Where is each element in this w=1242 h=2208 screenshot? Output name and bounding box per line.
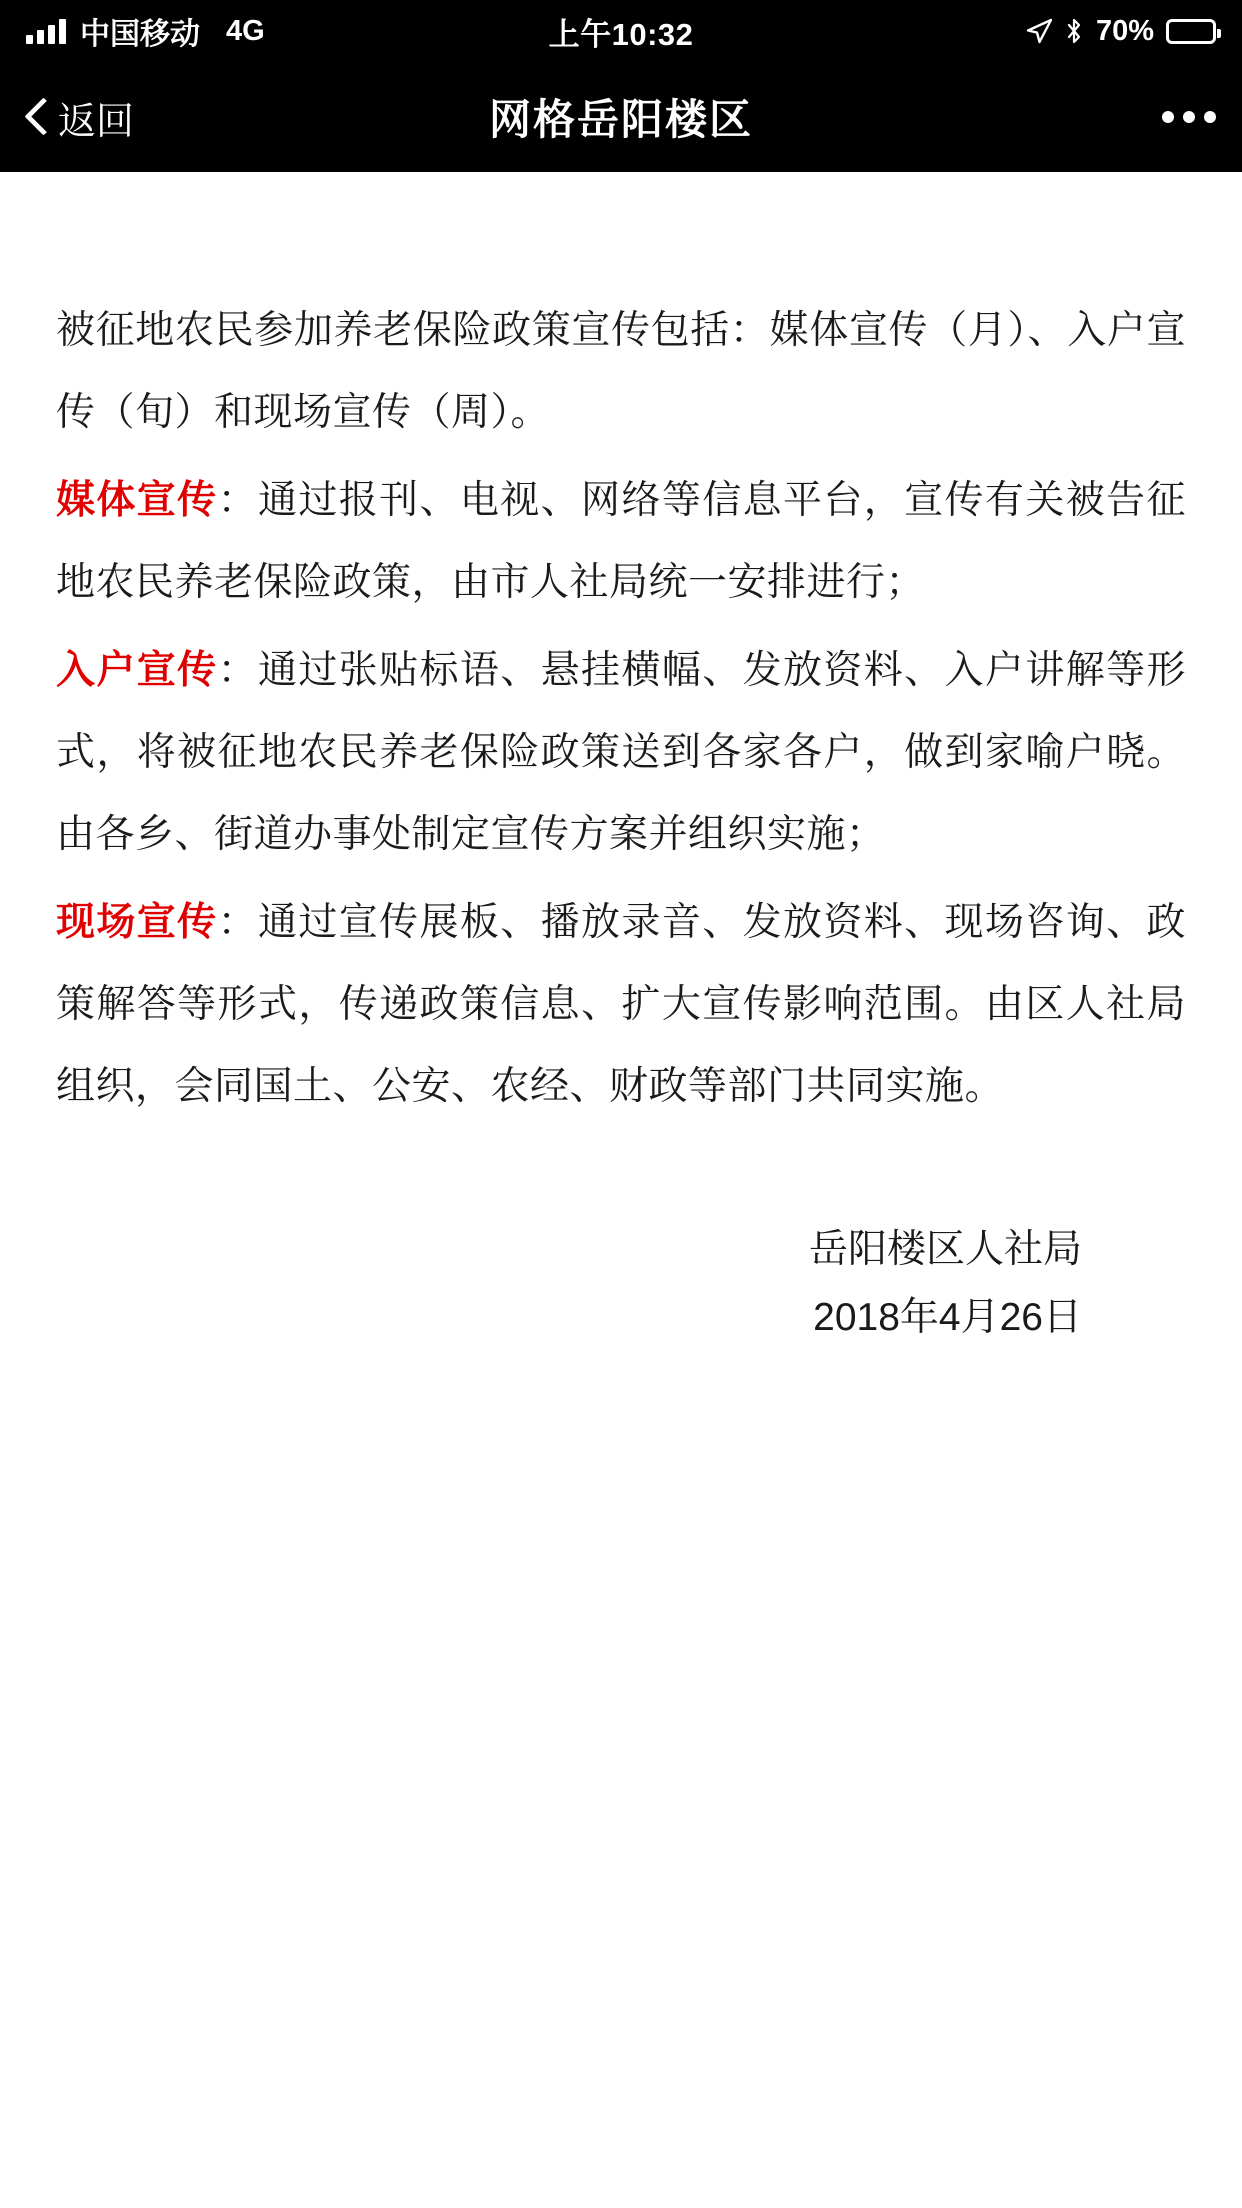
signature-block <box>56 1216 1186 1352</box>
signature-organization: 岳阳楼区人社局 <box>808 1228 1082 1271</box>
ellipsis-dot-icon <box>1204 111 1216 123</box>
chevron-left-icon <box>26 98 48 136</box>
more-options-button[interactable] <box>1162 111 1216 123</box>
article-paragraph <box>56 460 1186 624</box>
page-title: 网格岳阳楼区 <box>488 96 753 143</box>
article-paragraph <box>56 290 1186 454</box>
status-bar-left <box>26 9 549 53</box>
paragraph-text: ：通过宣传展板、播放录音、发放资料、现场咨询、政策解答等形式，传递政策信息、扩大宣传影响范围。由区人社局组织，会同国土、公安、农经、财政等部门共同实施。 <box>56 901 1186 1108</box>
paragraph-lead: 媒体宣传 <box>56 479 218 522</box>
battery-icon <box>1166 19 1216 44</box>
paragraph-text: 被征地农民参加养老保险政策宣传包括：媒体宣传（月）、入户宣传（旬）和现场宣传（周）。 <box>56 309 1186 434</box>
battery-percent-label: 70% <box>1095 14 1155 47</box>
status-bar-clock: 上午10:32 <box>548 16 694 52</box>
signal-bars-icon <box>26 18 66 44</box>
paragraph-lead: 入户宣传 <box>56 649 218 692</box>
paragraph-text: ：通过报刊、电视、网络等信息平台，宣传有关被告征地农民养老保险政策，由市人社局统一安排进行； <box>56 479 1186 604</box>
network-type-label: 4G <box>226 14 265 47</box>
navigation-bar <box>0 62 1242 172</box>
paragraph-lead: 现场宣传 <box>56 901 218 944</box>
status-bar-right <box>693 15 1216 48</box>
ellipsis-dot-icon <box>1162 111 1174 123</box>
bluetooth-icon <box>1064 17 1084 45</box>
article-paragraph <box>56 630 1186 876</box>
ellipsis-dot-icon <box>1183 111 1195 123</box>
status-bar <box>0 0 1242 62</box>
location-arrow-icon <box>1026 18 1052 44</box>
carrier-label: 中国移动 <box>80 18 200 51</box>
signature-date: 2018年4月26日 <box>813 1296 1082 1339</box>
back-button[interactable] <box>26 90 134 145</box>
paragraph-text: ：通过张贴标语、悬挂横幅、发放资料、入户讲解等形式，将被征地农民养老保险政策送到各家各户，做到家喻户晓。由各乡、街道办事处制定宣传方案并组织实施； <box>56 649 1186 856</box>
article-body <box>0 172 1242 1352</box>
article-paragraph <box>56 882 1186 1128</box>
back-button-label: 返回 <box>58 100 135 143</box>
